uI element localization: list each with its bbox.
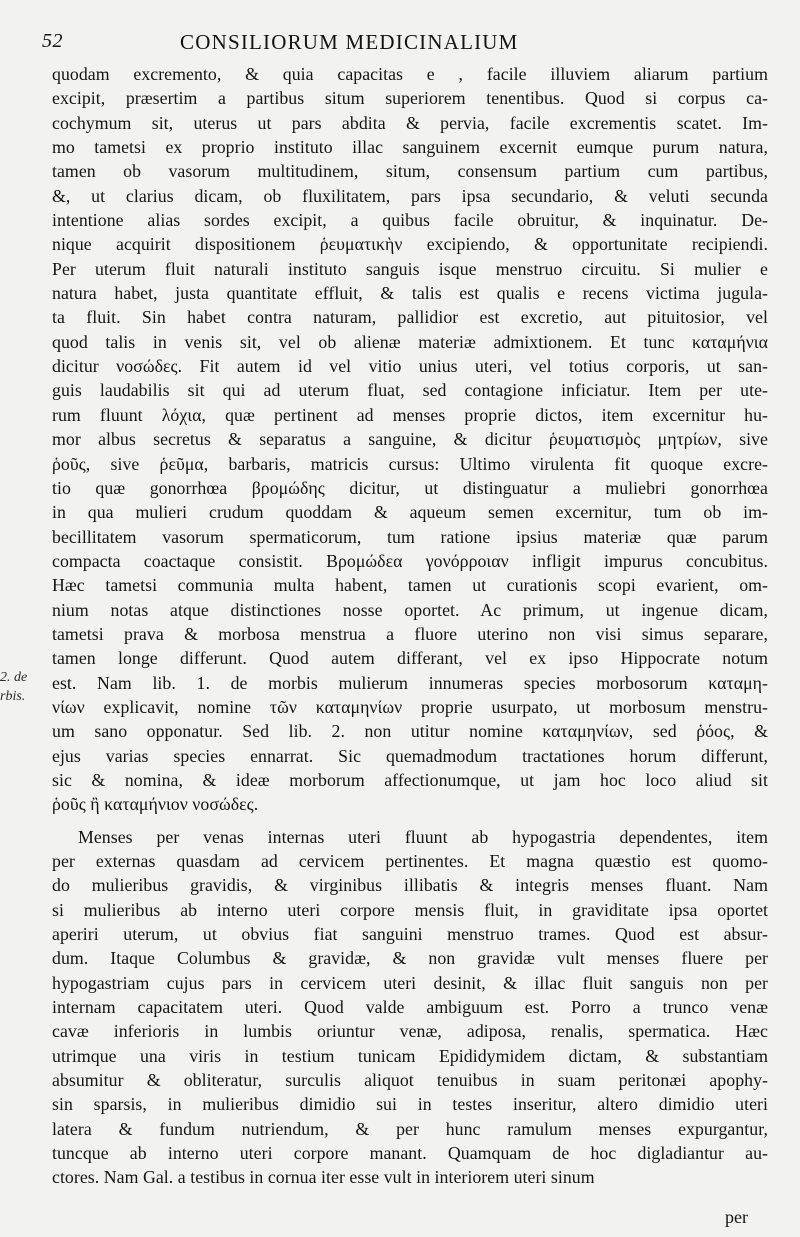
- text-line: dicitur νοσώδες. Fit autem id vel vitio unius uteri, vel totius corporis, ut san-: [52, 356, 768, 377]
- text-line: cavæ inferioris in lumbis oriuntur venæ, adiposa, renalis, spermatica. Hæc: [52, 1021, 768, 1042]
- paragraph-gap: [52, 817, 768, 825]
- text-line: dum. Itaque Columbus & gravidæ, & non gravidæ vult menses fluere per: [52, 948, 768, 969]
- text-line: becillitatem vasorum spermaticorum, tum ratione ipsius materiæ quæ parum: [52, 526, 768, 547]
- text-line: sic & nomina, & ideæ morborum affectionumque, ut jam hoc loco aliud sit: [52, 769, 768, 790]
- text-line: si mulieribus ab interno uteri corpore mensis fluit, in graviditate ipsa oportet: [52, 899, 768, 920]
- text-line: natura habet, justa quantitate effluit, & talis est qualis e recens victima jugula-: [52, 283, 768, 304]
- text-line: hypogastriam cujus pars in cervicem uteri desinit, & illac fluit sanguis non per: [52, 972, 768, 993]
- text-line: nium notas atque distinctiones nosse oportet. Ac primum, ut ingenue dicam,: [52, 599, 768, 620]
- text-line: internam capacitatem uteri. Quod valde ambiguum est. Porro a trunco venæ: [52, 997, 768, 1018]
- text-line: tamen ob vasorum multitudinem, situm, consensum partium cum partibus,: [52, 161, 768, 182]
- text-line: guis laudabilis sit qui ad uterum fluat, sed contagione inficiatur. Item per ute-: [52, 380, 768, 401]
- text-line: aperiri uterum, ut obvius fiat sanguini menstruo trames. Quod est absur-: [52, 924, 768, 945]
- text-line: sin sparsis, in mulieribus dimidio sui in testes inseritur, altero dimidio uteri: [52, 1094, 768, 1115]
- page-number: 52: [42, 30, 63, 52]
- margin-note: 2. de rbis.: [0, 670, 28, 704]
- body-text: [52, 62, 768, 1190]
- text-line: rum fluunt λόχια, quæ pertinent ad menses proprie dictos, item excernitur hu-: [52, 404, 768, 425]
- running-head: CONSILIORUM MEDICINALIUM: [180, 30, 519, 54]
- text-line: absumitur & obliteratur, surculis aliquot tenuibus in suam peritonæi apophy-: [52, 1070, 768, 1091]
- text-line: in qua mulieri crudum quoddam & aqueum semen excernitur, tum ob im-: [52, 502, 768, 523]
- text-line: um sano opponatur. Sed lib. 2. non utitur nomine καταμηνίων, sed ῥόος, &: [52, 721, 768, 742]
- text-line: quod talis in venis sit, vel ob alienæ materiæ admixtionem. Et tunc καταμήνια: [52, 331, 768, 352]
- text-line: quodam excremento, & quia capacitas e , facile illuviem aliarum partium: [52, 64, 768, 84]
- text-line: mor albus secretus & separatus a sanguine, & dicitur ῥευματισμὸς μητρίων, sive: [52, 429, 768, 450]
- text-line: mo tametsi ex proprio instituto illac sanguinem excernit eumque purum natura,: [52, 137, 768, 158]
- text-line: est. Nam lib. 1. de morbis mulierum innumeras species morbosorum καταμη-: [52, 672, 768, 693]
- text-line: do mulieribus gravidis, & virginibus illibatis & integris menses fluant. Nam: [52, 875, 768, 896]
- text-line: tuncque ab interno uteri corpore manant. Quamquam de hoc digladiantur au-: [52, 1143, 768, 1164]
- text-line: Menses per venas internas uteri fluunt ab hypogastria dependentes, item: [78, 826, 768, 847]
- text-line: Hæc tametsi communia multa habent, tamen ut curationis scopi evarient, om-: [52, 575, 768, 596]
- text-line: per externas quasdam ad cervicem pertinentes. Et magna quæstio est quomo-: [52, 851, 768, 871]
- text-line: utrimque una viris in testium tunicam Epididymidem dictam, & substantiam: [52, 1045, 768, 1066]
- text-line: compacta coactaque consistit. Βρομώδεα γονόρροιαν infligit impurus concubitus.: [52, 550, 768, 571]
- text-line: νίων explicavit, nomine τῶν καταμηνίων proprie usurpato, ut morbosum menstru-: [52, 696, 768, 717]
- text-line: &, ut clarius dicam, ob fluxilitatem, pars ipsa secundario, & veluti secunda: [52, 185, 768, 206]
- catchword: per: [725, 1207, 748, 1227]
- text-line: tio quæ gonorrhœa βρομώδης dicitur, ut distinguatur a muliebri gonorrhœa: [52, 477, 768, 498]
- text-line: ctores. Nam Gal. a testibus in cornua iter esse vult in interiorem uteri sinum: [52, 1167, 595, 1188]
- text-line: excipit, præsertim a partibus situm superiorem tenentibus. Quod si corpus ca-: [52, 88, 768, 109]
- text-line: ta fluit. Sin habet contra naturam, pallidior est excretio, aut pituitosior, vel: [52, 307, 768, 328]
- text-line: ῥοῦς, sive ῥεῦμα, barbaris, matricis cursus: Ultimo virulenta fit quoque excre-: [52, 453, 768, 474]
- text-line: tamen longe differunt. Quod autem differant, vel ex ipso Hippocrate notum: [52, 648, 768, 669]
- text-line: nique acquirit dispositionem ῥευματικὴν excipiendo, & opportunitate recipiendi.: [52, 234, 768, 255]
- text-line: Per uterum fluit naturali instituto sanguis isque menstruo circuitu. Si mulier e: [52, 258, 768, 279]
- text-line: ῥοῦς ἢ καταμήνιον νοσώδες.: [52, 794, 259, 815]
- text-line: ejus varias species ennarrat. Sic quemadmodum tractationes horum differunt,: [52, 745, 768, 766]
- text-line: cochymum sit, uterus ut pars abdita & pervia, facile excrementis scatet. Im-: [52, 112, 768, 133]
- text-line: intentione alias sordes excipit, a quibus facile obruitur, & inquinatur. De-: [52, 210, 768, 231]
- text-line: latera & fundum nutriendum, & per hunc ramulum menses expurgantur,: [52, 1118, 768, 1139]
- text-line: tametsi prava & morbosa menstrua a fluore uterino non visi simus separare,: [52, 623, 768, 644]
